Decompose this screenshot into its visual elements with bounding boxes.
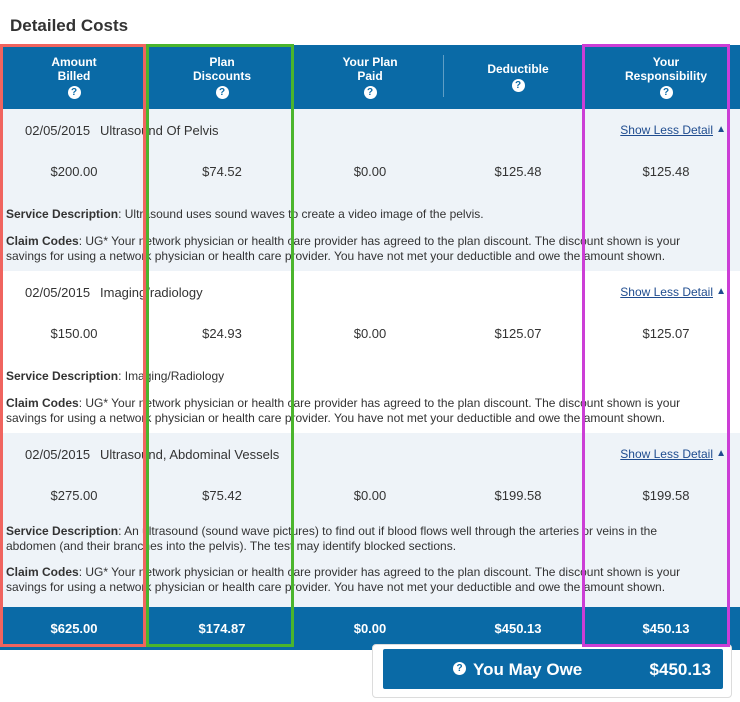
service-description-text: : Imaging/Radiology [118, 369, 225, 383]
header-label: Your [652, 55, 680, 69]
section-title: Detailed Costs [10, 16, 129, 35]
service-description [6, 207, 706, 222]
total-deductible: $450.13 [494, 621, 542, 636]
you-may-owe-bar [383, 649, 723, 689]
plan-paid-value: $0.00 [353, 488, 387, 503]
claim-date: 02/05/2015 [25, 123, 91, 138]
show-less-detail-link[interactable]: Show Less Detail [620, 285, 713, 299]
claim-values [0, 488, 740, 503]
claim-codes-label: Claim Codes [6, 234, 79, 248]
claim-codes [6, 234, 706, 264]
deductible-value: $125.48 [494, 164, 542, 179]
you-may-owe-amount: $450.13 [649, 660, 711, 679]
responsibility-value: $125.07 [642, 326, 690, 341]
amount-billed-value: $200.00 [50, 164, 98, 179]
detailed-costs-table [0, 45, 740, 650]
claim-codes [6, 396, 706, 426]
service-description [6, 369, 706, 384]
header-label: Amount [51, 55, 97, 69]
claim-header [0, 285, 740, 303]
claim-codes-label: Claim Codes [6, 565, 79, 579]
amount-billed-value: $150.00 [50, 326, 98, 341]
help-icon[interactable]: ? [660, 86, 673, 99]
help-icon[interactable]: ? [216, 86, 229, 99]
show-less-detail-link[interactable]: Show Less Detail [620, 123, 713, 137]
table-header [0, 45, 740, 109]
collapse-arrow-icon[interactable]: ▲ [716, 448, 726, 459]
claim-codes-text: : UG* Your network physician or health care provider has agreed to the plan discount. The discount shown is your savings for using a network physician or health care provider. You have not met your deductible and owe the amount shown. [6, 396, 681, 425]
plan-discounts-value: $24.93 [202, 326, 242, 341]
claim-row [0, 271, 740, 433]
claim-codes [6, 565, 706, 595]
claim-values [0, 326, 740, 341]
show-less-detail-link[interactable]: Show Less Detail [620, 447, 713, 461]
service-description-label: Service Description [6, 524, 119, 538]
you-may-owe-box [372, 644, 732, 698]
claim-values [0, 164, 740, 179]
claim-codes-text: : UG* Your network physician or health care provider has agreed to the plan discount. The discount shown is your savings for using a network physician or health care provider. You have not met your deductible and owe the amount shown. [6, 565, 681, 594]
header-label: Your Plan [342, 55, 398, 69]
claim-name: Imaging/radiology [100, 285, 203, 300]
responsibility-value: $199.58 [642, 488, 690, 503]
claim-date: 02/05/2015 [25, 447, 91, 462]
header-label: Paid [357, 69, 383, 83]
plan-discounts-value: $74.52 [202, 164, 242, 179]
header-amount-billed [0, 45, 148, 109]
claim-date: 02/05/2015 [25, 285, 91, 300]
deductible-value: $125.07 [494, 326, 542, 341]
amount-billed-value: $275.00 [50, 488, 98, 503]
total-amount-billed: $625.00 [50, 621, 98, 636]
header-label: Discounts [192, 69, 251, 83]
claim-row [0, 433, 740, 607]
claim-codes-label: Claim Codes [6, 396, 79, 410]
claim-name: Ultrasound Of Pelvis [100, 123, 219, 138]
claim-codes-text: : UG* Your network physician or health care provider has agreed to the plan discount. The discount shown is your savings for using a network physician or health care provider. You have not met your deductible and owe the amount shown. [6, 234, 681, 263]
header-your-plan-paid [296, 45, 444, 109]
header-label: Deductible [487, 62, 549, 76]
plan-discounts-value: $75.42 [202, 488, 242, 503]
plan-paid-value: $0.00 [353, 164, 387, 179]
help-icon[interactable]: ? [512, 79, 525, 92]
help-icon[interactable]: ? [453, 662, 466, 675]
header-plan-discounts [148, 45, 296, 109]
help-icon[interactable]: ? [68, 86, 81, 99]
header-label: Responsibility [624, 69, 707, 83]
header-deductible [444, 45, 592, 109]
collapse-arrow-icon[interactable]: ▲ [716, 286, 726, 297]
header-your-responsibility [592, 45, 740, 109]
total-plan-paid: $0.00 [353, 621, 387, 636]
service-description-label: Service Description [6, 369, 119, 383]
plan-paid-value: $0.00 [353, 326, 387, 341]
service-description-text: : Ultrasound uses sound waves to create a video image of the pelvis. [118, 207, 484, 221]
responsibility-value: $125.48 [642, 164, 690, 179]
header-label: Plan [209, 55, 235, 69]
you-may-owe-label: You May Owe [473, 660, 583, 679]
service-description-label: Service Description [6, 207, 119, 221]
claim-row [0, 109, 740, 271]
claim-name: Ultrasound, Abdominal Vessels [100, 447, 280, 462]
collapse-arrow-icon[interactable]: ▲ [716, 124, 726, 135]
header-label: Billed [57, 69, 91, 83]
service-description [6, 524, 706, 554]
help-icon[interactable]: ? [364, 86, 377, 99]
claim-header [0, 447, 740, 465]
total-responsibility: $450.13 [642, 621, 690, 636]
total-plan-discounts: $174.87 [198, 621, 246, 636]
claim-header [0, 123, 740, 141]
service-description-text: : An ultrasound (sound wave pictures) to find out if blood flows well through the arteries or veins in the abdomen (and their branches into the pelvis). The test may identify blocked sections. [6, 524, 658, 553]
deductible-value: $199.58 [494, 488, 542, 503]
